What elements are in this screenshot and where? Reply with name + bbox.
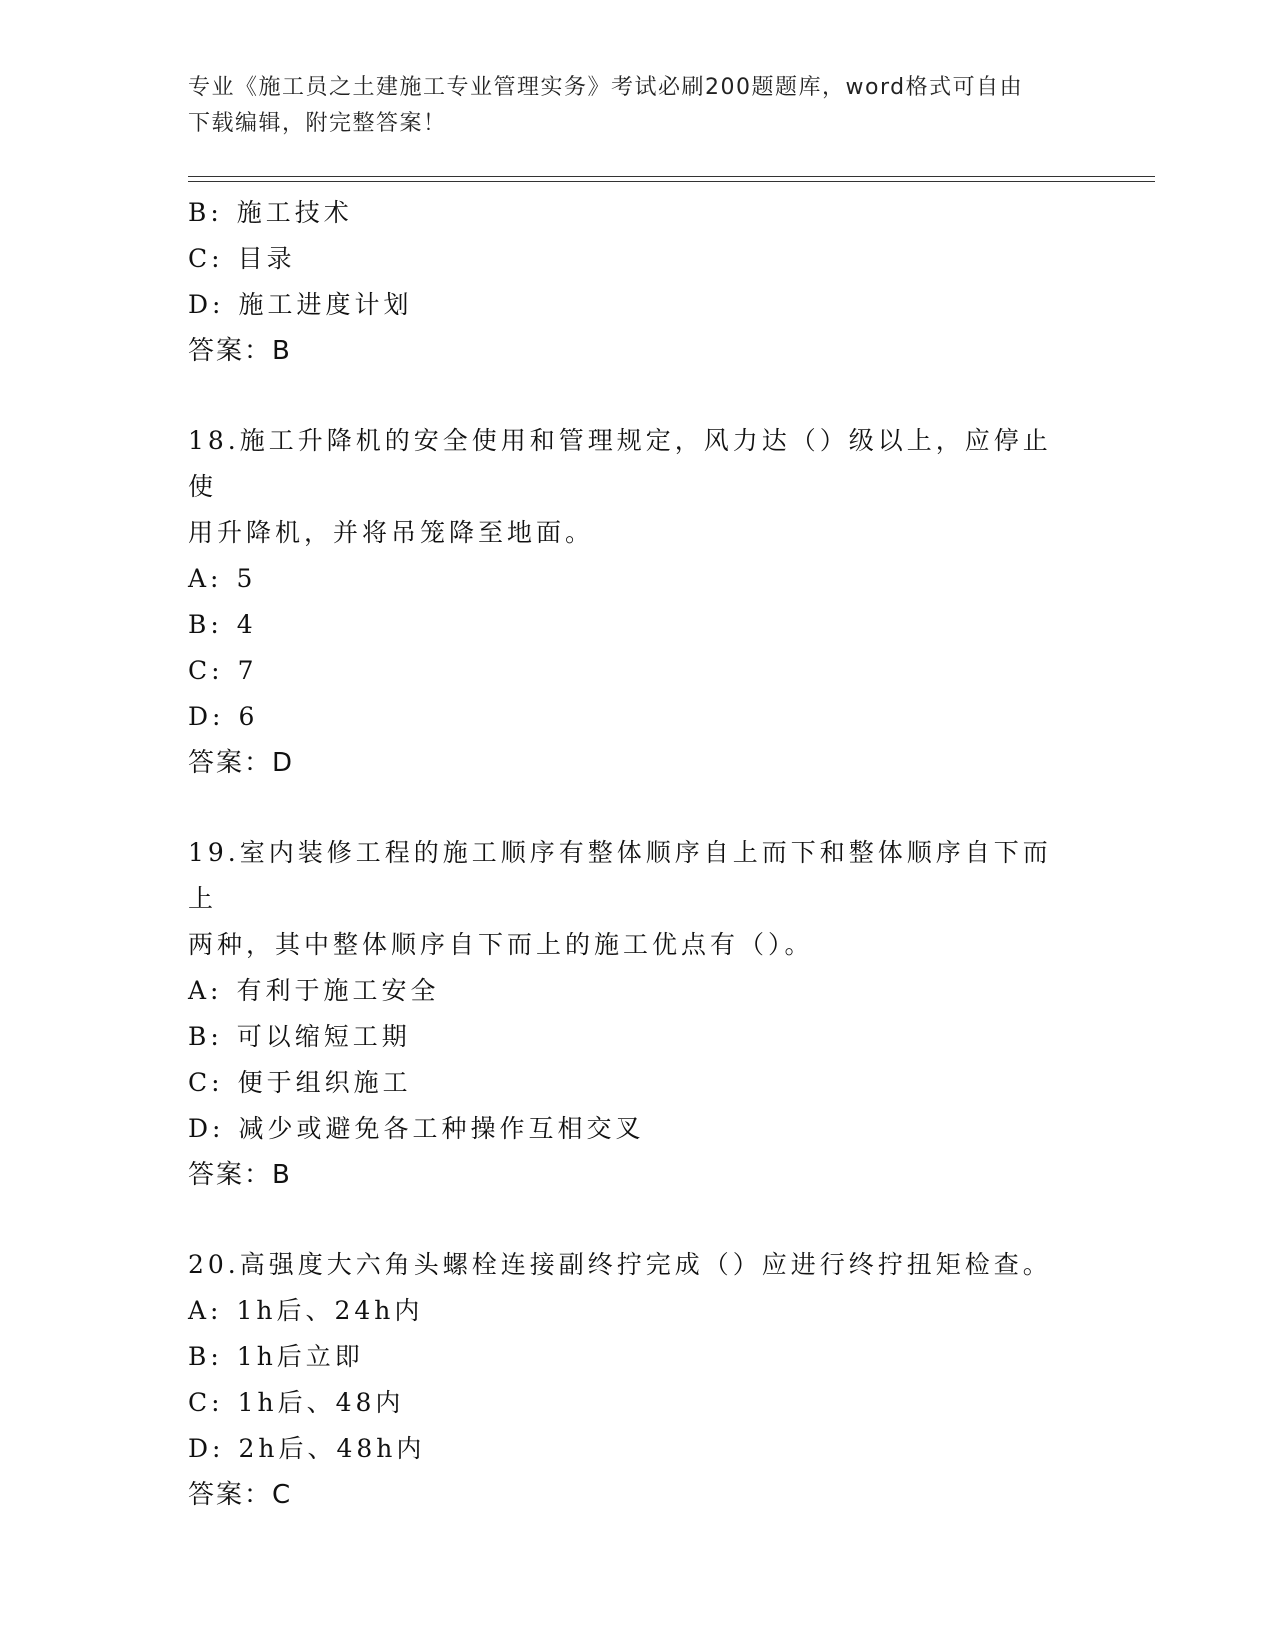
option-a: [188, 1288, 1088, 1334]
option-c: [188, 648, 1088, 694]
header-divider-top: [188, 176, 1155, 177]
option-text: 可以缩短工期: [236, 1022, 411, 1051]
option-text: 有利于施工安全: [236, 976, 440, 1005]
option-letter: D:: [188, 290, 225, 319]
answer-line: 答案：B: [188, 1160, 292, 1190]
header-line-1: 专业《施工员之土建施工专业管理实务》考试必刷200题题库，word格式可自由: [188, 75, 1024, 100]
option-d: [188, 282, 1088, 328]
question-stem-line-2: 两种，其中整体顺序自下而上的施工优点有（）。: [188, 930, 814, 959]
question-block-20: [188, 1242, 1088, 1518]
question-stem: [188, 830, 1068, 968]
option-letter: B:: [188, 1022, 223, 1051]
option-text: 1h后、48内: [237, 1388, 405, 1417]
option-text: 减少或避免各工种操作互相交叉: [238, 1114, 645, 1143]
option-text: 目录: [237, 244, 296, 273]
option-c: [188, 1380, 1088, 1426]
option-letter: D:: [188, 702, 225, 731]
option-text: 7: [237, 656, 258, 685]
option-text: 5: [236, 564, 257, 593]
option-text: 1h后立即: [236, 1342, 364, 1371]
answer-line: 答案：B: [188, 336, 292, 366]
option-letter: A:: [188, 564, 223, 593]
option-a: [188, 556, 1088, 602]
option-letter: C:: [188, 244, 224, 273]
option-text: 6: [238, 702, 259, 731]
header-line-2: 下载编辑，附完整答案！: [188, 111, 447, 136]
option-text: 便于组织施工: [237, 1068, 412, 1097]
option-letter: C:: [188, 1388, 224, 1417]
option-d: [188, 694, 1088, 740]
question-stem-line-1: 19.室内装修工程的施工顺序有整体顺序自上而下和整体顺序自下而上: [188, 838, 1052, 913]
option-letter: B:: [188, 1342, 223, 1371]
question-stem: [188, 418, 1068, 556]
question-stem-line-1: 20.高强度大六角头螺栓连接副终拧完成（）应进行终拧扭矩检查。: [188, 1250, 1052, 1279]
option-d: [188, 1426, 1088, 1472]
question-stem-line-1: 18.施工升降机的安全使用和管理规定，风力达（）级以上，应停止使: [188, 426, 1052, 501]
option-text: 4: [236, 610, 257, 639]
option-b: [188, 1014, 1088, 1060]
option-letter: B:: [188, 610, 223, 639]
option-letter: D:: [188, 1114, 225, 1143]
option-text: 2h后、48h内: [238, 1434, 426, 1463]
document-header: [188, 70, 1068, 142]
question-block-19: [188, 830, 1088, 1198]
option-letter: C:: [188, 1068, 224, 1097]
option-b: [188, 1334, 1088, 1380]
option-letter: A:: [188, 976, 223, 1005]
question-block-18: [188, 418, 1088, 786]
option-d: [188, 1106, 1088, 1152]
option-letter: C:: [188, 656, 224, 685]
option-a: [188, 968, 1088, 1014]
question-stem-line-2: 用升降机，并将吊笼降至地面。: [188, 518, 595, 547]
option-text: 施工进度计划: [238, 290, 413, 319]
option-text: 施工技术: [236, 198, 353, 227]
header-divider-bottom: [188, 181, 1155, 182]
option-text: 1h后、24h内: [236, 1296, 424, 1325]
answer-line: 答案：C: [188, 1480, 293, 1510]
option-c: [188, 1060, 1088, 1106]
option-b: [188, 190, 1088, 236]
option-letter: D:: [188, 1434, 225, 1463]
option-letter: A:: [188, 1296, 223, 1325]
question-stem: [188, 1242, 1068, 1288]
question-list: [188, 190, 1088, 1518]
answer-line: 答案：D: [188, 748, 295, 778]
option-letter: B:: [188, 198, 223, 227]
option-b: [188, 602, 1088, 648]
question-block-17: [188, 190, 1088, 374]
option-c: [188, 236, 1088, 282]
